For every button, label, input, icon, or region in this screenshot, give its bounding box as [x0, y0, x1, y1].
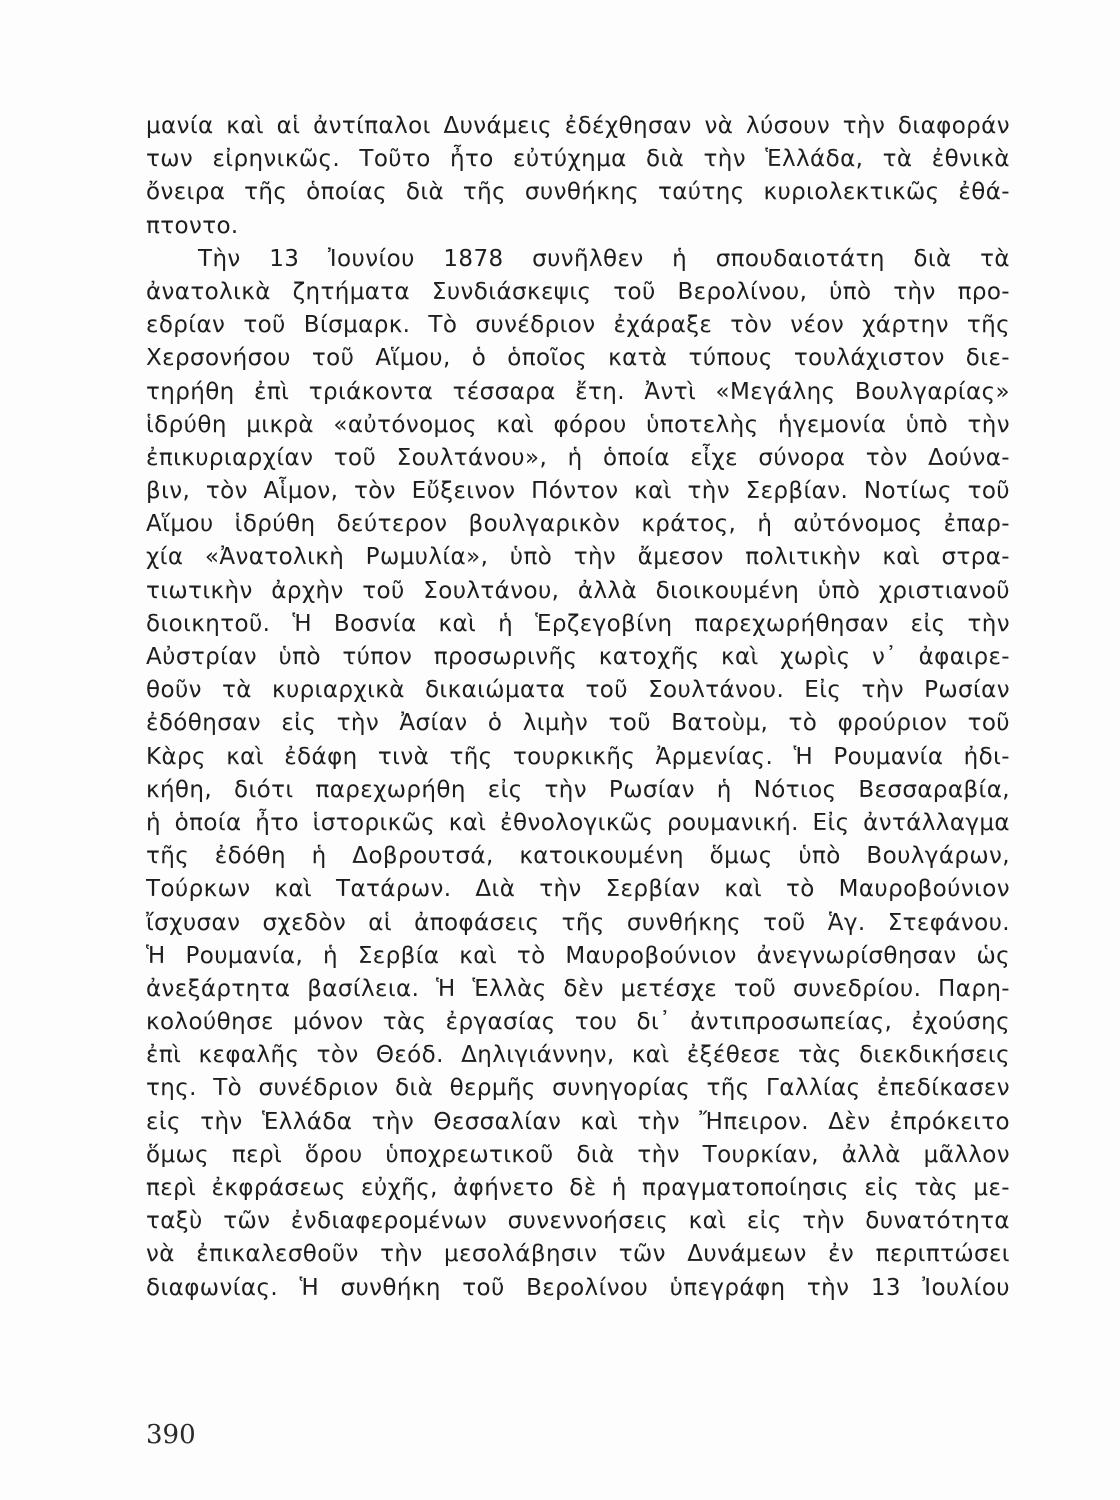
text-line: Αἵμου ἱδρύθη δεύτερον βουλγαρικὸν κράτος, ἡ αὐτόνομος ἐπαρ-: [146, 511, 1010, 538]
text-line: μανία καὶ αἱ ἀντίπαλοι Δυνάμεις ἐδέχθησαν νὰ λύσουν τὴν διαφοράν: [146, 113, 1010, 139]
text-line: ἐπὶ κεφαλῆς τὸν Θεόδ. Δηλιγιάννην, καὶ ἐξέθεσε τὰς διεκδικήσεις: [146, 1042, 1010, 1069]
text-line: τῆς ἐδόθη ἡ Δοβρουτσά, κατοικουμένη ὅμως ὑπὸ Βουλγάρων,: [146, 843, 1010, 870]
text-line: νὰ ἐπικαλεσθοῦν τὴν μεσολάβησιν τῶν Δυνάμεων ἐν περιπτώσει: [146, 1241, 1010, 1268]
text-line: περὶ ἐκφράσεως εὐχῆς, ἀφήνετο δὲ ἡ πραγματοποίησις εἰς τὰς με-: [146, 1175, 1010, 1201]
text-line: ἀνατολικὰ ζητήματα Συνδιάσκεψις τοῦ Βερολίνου, ὑπὸ τὴν προ-: [146, 278, 1010, 305]
text-line: Κὰρς καὶ ἐδάφη τινὰ τῆς τουρκικῆς Ἀρμενίας. Ἡ Ρουμανία ἠδι-: [146, 743, 1010, 770]
text-line: ἀνεξάρτητα βασίλεια. Ἡ Ἑλλὰς δὲν μετέσχε τοῦ συνεδρίου. Παρη-: [146, 975, 1010, 1002]
text-line: τιωτικὴν ἀρχὴν τοῦ Σουλτάνου, ἀλλὰ διοικουμένη ὑπὸ χριστιανοῦ: [146, 577, 1010, 604]
paragraph-start-line: Τὴν 13 Ἰουνίου 1878 συνῆλθεν ἡ σπουδαιοτάτη διὰ τὰ: [198, 245, 1010, 272]
text-line: Αὐστρίαν ὑπὸ τύπον προσωρινῆς κατοχῆς καὶ χωρὶς ν᾽ ἀφαιρε-: [146, 644, 1010, 670]
text-line: ἡ ὁποία ἦτο ἱστορικῶς καὶ ἐθνολογικῶς ρουμανική. Εἰς ἀντάλλαγμα: [146, 809, 1010, 836]
text-line: διαφωνίας. Ἡ συνθήκη τοῦ Βερολίνου ὑπεγράφη τὴν 13 Ἰουλίου: [146, 1274, 1010, 1301]
text-line: των εἰρηνικῶς. Τοῦτο ἦτο εὐτύχημα διὰ τὴν Ἑλλάδα, τὰ ἐθνικὰ: [146, 146, 1010, 173]
text-line: τηρήθη ἐπὶ τριάκοντα τέσσαρα ἔτη. Ἀντὶ «Μεγάλης Βουλγαρίας»: [146, 378, 1010, 405]
text-line: ὅμως περὶ ὅρου ὑποχρεωτικοῦ διὰ τὴν Τουρκίαν, ἀλλὰ μᾶλλον: [146, 1141, 1010, 1168]
text-line: θοῦν τὰ κυριαρχικὰ δικαιώματα τοῦ Σουλτάνου. Εἰς τὴν Ρωσίαν: [146, 677, 1010, 704]
text-line: εἰς τὴν Ἑλλάδα τὴν Θεσσαλίαν καὶ τὴν Ἤπειρον. Δὲν ἐπρόκειτο: [146, 1108, 1010, 1135]
text-line: ἴσχυσαν σχεδὸν αἱ ἀποφάσεις τῆς συνθήκης τοῦ Ἁγ. Στεφάνου.: [146, 909, 1010, 936]
text-line: ταξὺ τῶν ἐνδιαφερομένων συνεννοήσεις καὶ εἰς τὴν δυνατότητα: [146, 1208, 1010, 1235]
text-line: διοικητοῦ. Ἡ Βοσνία καὶ ἡ Ἑρζεγοβίνη παρεχωρήθησαν εἰς τὴν: [146, 610, 1010, 637]
text-line: ἐδόθησαν εἰς τὴν Ἀσίαν ὁ λιμὴν τοῦ Βατοὺμ, τὸ φρούριον τοῦ: [146, 710, 1010, 737]
body-text: [146, 110, 1010, 1305]
text-line: ἱδρύθη μικρὰ «αὐτόνομος καὶ φόρου ὑποτελὴς ἡγεμονία ὑπὸ τὴν: [146, 411, 1010, 438]
text-line: Χερσονήσου τοῦ Αἵμου, ὁ ὁποῖος κατὰ τύπους τουλάχιστον διε-: [146, 345, 1010, 372]
text-line: Ἡ Ρουμανία, ἡ Σερβία καὶ τὸ Μαυροβούνιον ἀνεγνωρίσθησαν ὡς: [146, 942, 1010, 969]
text-line: εδρίαν τοῦ Βίσμαρκ. Τὸ συνέδριον ἐχάραξε τὸν νέον χάρτην τῆς: [146, 312, 1010, 339]
text-line: κολούθησε μόνον τὰς ἐργασίας του δι᾽ ἀντιπροσωπείας, ἐχούσης: [146, 1009, 1010, 1036]
page-number: 390: [146, 1420, 196, 1450]
text-line: Τούρκων καὶ Τατάρων. Διὰ τὴν Σερβίαν καὶ τὸ Μαυροβούνιον: [146, 876, 1010, 903]
text-line: της. Τὸ συνέδριον διὰ θερμῆς συνηγορίας τῆς Γαλλίας ἐπεδίκασεν: [146, 1075, 1010, 1102]
text-line: κήθη, διότι παρεχωρήθη εἰς τὴν Ρωσίαν ἡ Νότιος Βεσσαραβία,: [146, 776, 1010, 803]
text-line: ἐπικυριαρχίαν τοῦ Σουλτάνου», ἡ ὁποία εἶχε σύνορα τὸν Δούνα-: [146, 444, 1010, 471]
text-line: πτοντο.: [146, 212, 239, 239]
text-line: βιν, τὸν Αἷμον, τὸν Εὔξεινον Πόντον καὶ τὴν Σερβίαν. Νοτίως τοῦ: [146, 478, 1010, 505]
text-line: ὄνειρα τῆς ὁποίας διὰ τῆς συνθήκης ταύτης κυριολεκτικῶς ἐθά-: [146, 179, 1010, 206]
text-line: χία «Ἀνατολικὴ Ρωμυλία», ὑπὸ τὴν ἄμεσον πολιτικὴν καὶ στρα-: [146, 544, 1010, 571]
